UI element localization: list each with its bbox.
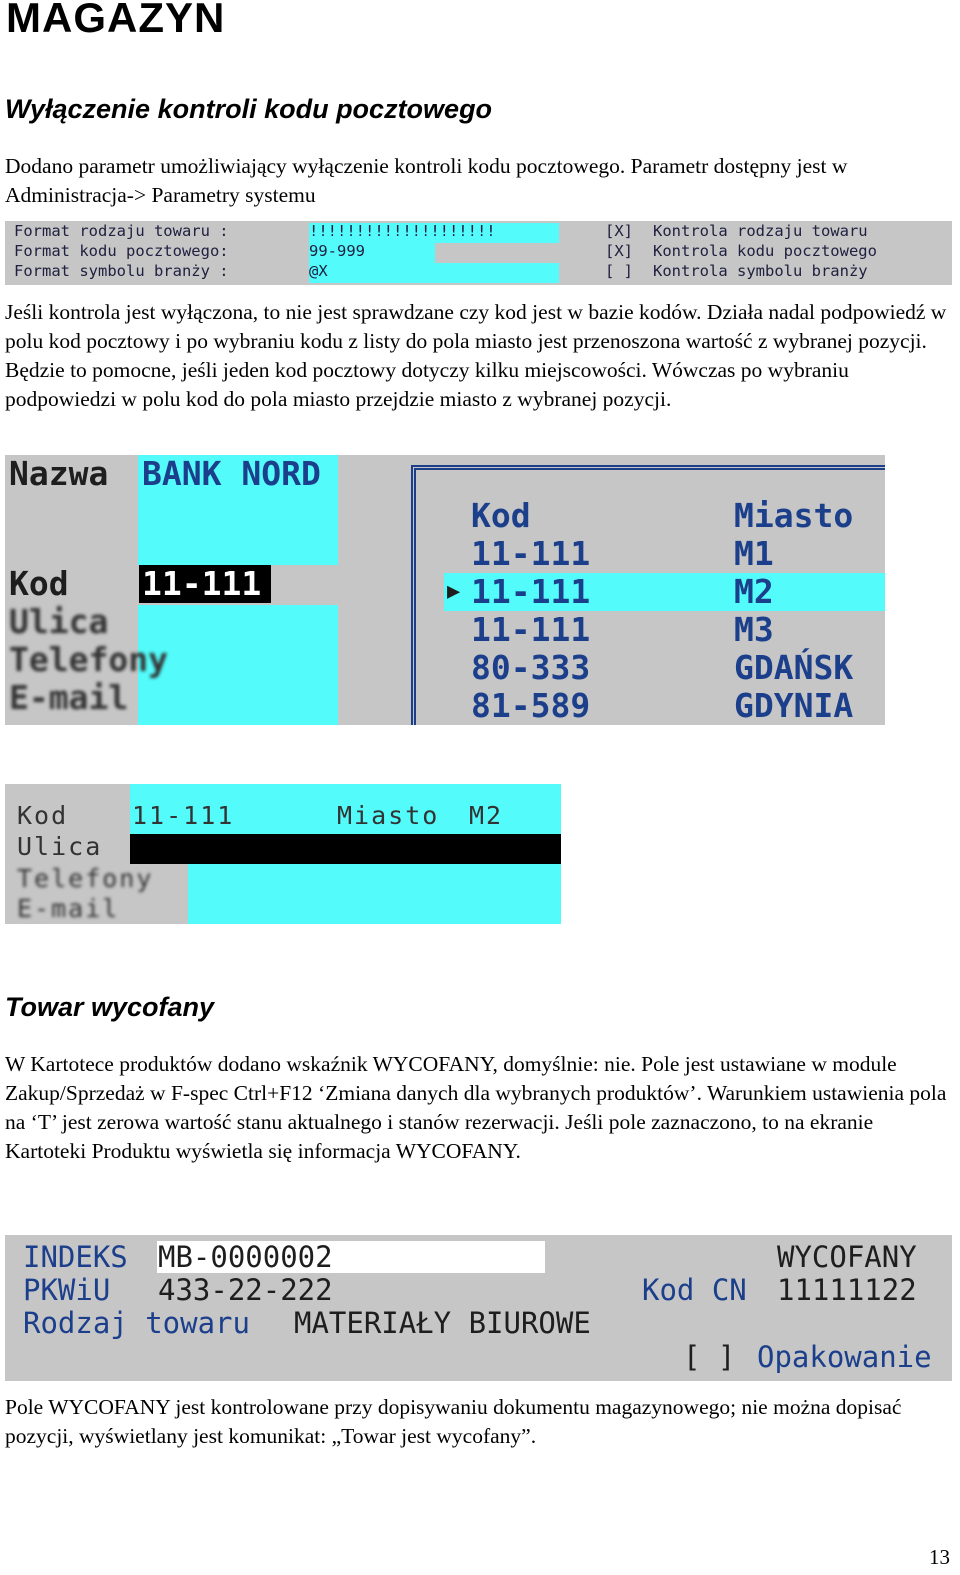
label-rodzaj: Rodzaj towaru [23,1306,250,1340]
opakowanie-checkbox[interactable]: [ ] [683,1340,736,1374]
list-item[interactable]: 11-111 [471,534,591,573]
label-pkwiu: PKWiU [23,1273,111,1307]
paragraph-withdrawn-control: Pole WYCOFANY jest kontrolowane przy dopisywaniu dokumentu magazynowego; nie można dopisać pozycji, wyświetlany jest komunikat: „Towar jest wycofany”. [5,1395,902,1448]
label-nazwa: Nazwa [9,455,109,493]
wycofany-flag: WYCOFANY [777,1240,917,1274]
param-label: Format rodzaju towaru : [14,222,229,240]
param-value[interactable]: 99-999 [309,242,365,260]
label-kod: Kod [9,564,69,603]
paragraph-intro: Dodano parametr umożliwiający wyłączenie kontroli kodu pocztowego. Parametr dostępny jest w Administracja-> Parametry systemu [5,154,848,207]
code-popup [411,465,885,725]
label-indeks: INDEKS [23,1240,128,1274]
label-ulica: Ulica [17,832,103,861]
list-item[interactable]: 80-333 [471,648,591,687]
kod-value[interactable]: 11-111 [142,564,262,603]
ulica-field-active[interactable] [130,834,561,864]
paragraph-explanation: Jeśli kontrola jest wyłączona, to nie jest sprawdzane czy kod jest w bazie kodów. Działa nadal podpowiedź w polu kod pocztowy i po wybraniu kodu z listy do pola miasto jest przenoszona wartość z wybranej pozycji. Będzie to pomocne, jeśli jeden kod pocztowy dotyczy kilku miejscowości. Wówczas po wybraniu podpowiedzi w polu kod do pola miasto przejdzie miasto z wybranej pozycji. [5,300,947,411]
pkwiu-value[interactable]: 433-22-222 [158,1273,333,1307]
param-value[interactable]: @X [309,262,328,280]
checkbox-label: Kontrola symbolu branży [653,262,868,280]
label-email: E-mail [9,678,129,717]
params-screenshot [5,221,952,285]
miasto-value[interactable]: M2 [469,801,504,830]
list-item[interactable]: M3 [734,610,774,649]
page-title: MAGAZYN [6,0,226,41]
nazwa-value[interactable]: BANK NORD [142,455,321,493]
pointer-icon: ▶ [447,579,461,604]
kod-value[interactable]: 11-111 [132,801,235,830]
label-kodcn: Kod CN [642,1273,747,1307]
list-item[interactable]: GDYNIA [734,686,854,725]
checkbox[interactable]: [X] [605,242,633,260]
field-branza-bg [309,263,559,283]
kodcn-value[interactable]: 11111122 [777,1273,917,1307]
list-item[interactable]: M2 [734,572,774,611]
label-email: E-mail [17,894,120,923]
list-item[interactable]: 11-111 [471,572,591,611]
checkbox-label: Kontrola rodzaju towaru [653,222,868,240]
address-field-bg [188,864,561,924]
param-row [14,222,229,240]
section-heading-withdrawn: Towar wycofany [5,992,215,1022]
param-label: Format symbolu branży : [14,262,229,280]
checkbox[interactable]: [X] [605,222,633,240]
label-ulica: Ulica [9,602,109,641]
indeks-value[interactable]: MB-0000002 [158,1240,333,1274]
label-opakowanie: Opakowanie [757,1340,932,1374]
list-item[interactable]: GDAŃSK [734,648,854,687]
list-item[interactable]: 11-111 [471,610,591,649]
section-heading-postal: Wyłączenie kontroli kodu pocztowego [5,94,493,124]
lookup-screenshot [5,455,885,725]
param-label: Format kodu pocztowego: [14,242,229,260]
rodzaj-value[interactable]: MATERIAŁY BIUROWE [294,1306,591,1340]
param-row [14,262,229,280]
param-value[interactable]: !!!!!!!!!!!!!!!!!!!! [309,222,496,240]
list-item[interactable]: 81-589 [471,686,591,725]
label-telefon: Telefony [17,864,154,893]
page-number: 13 [929,1545,950,1569]
product-screenshot [5,1235,952,1381]
checkbox-label: Kontrola kodu pocztowego [653,242,877,260]
label-kod: Kod [17,801,69,830]
list-header-kod: Kod [471,496,531,535]
checkbox[interactable]: [ ] [605,262,633,280]
label-telefon: Telefony [9,640,168,679]
label-miasto: Miasto [337,801,440,830]
paragraph-withdrawn: W Kartotece produktów dodano wskaźnik WYCOFANY, domyślnie: nie. Pole jest ustawiane w module Zakup/Sprzedaż w F-spec Ctrl+F12 ‘Zmiana danych dla wybranych produktów’. Warunkiem ustawienia pola na ‘T’ jest zerowa wartość stanu aktualnego i stanów rezerwacji. Jeśli pole zaznaczono, to na ekranie Kartoteki Produktu wyświetla się informacja WYCOFANY. [5,1052,947,1163]
list-item[interactable]: M1 [734,534,774,573]
address-field-bg [138,605,338,725]
param-row [14,242,229,260]
result-screenshot [5,784,561,924]
list-header-miasto: Miasto [734,496,854,535]
